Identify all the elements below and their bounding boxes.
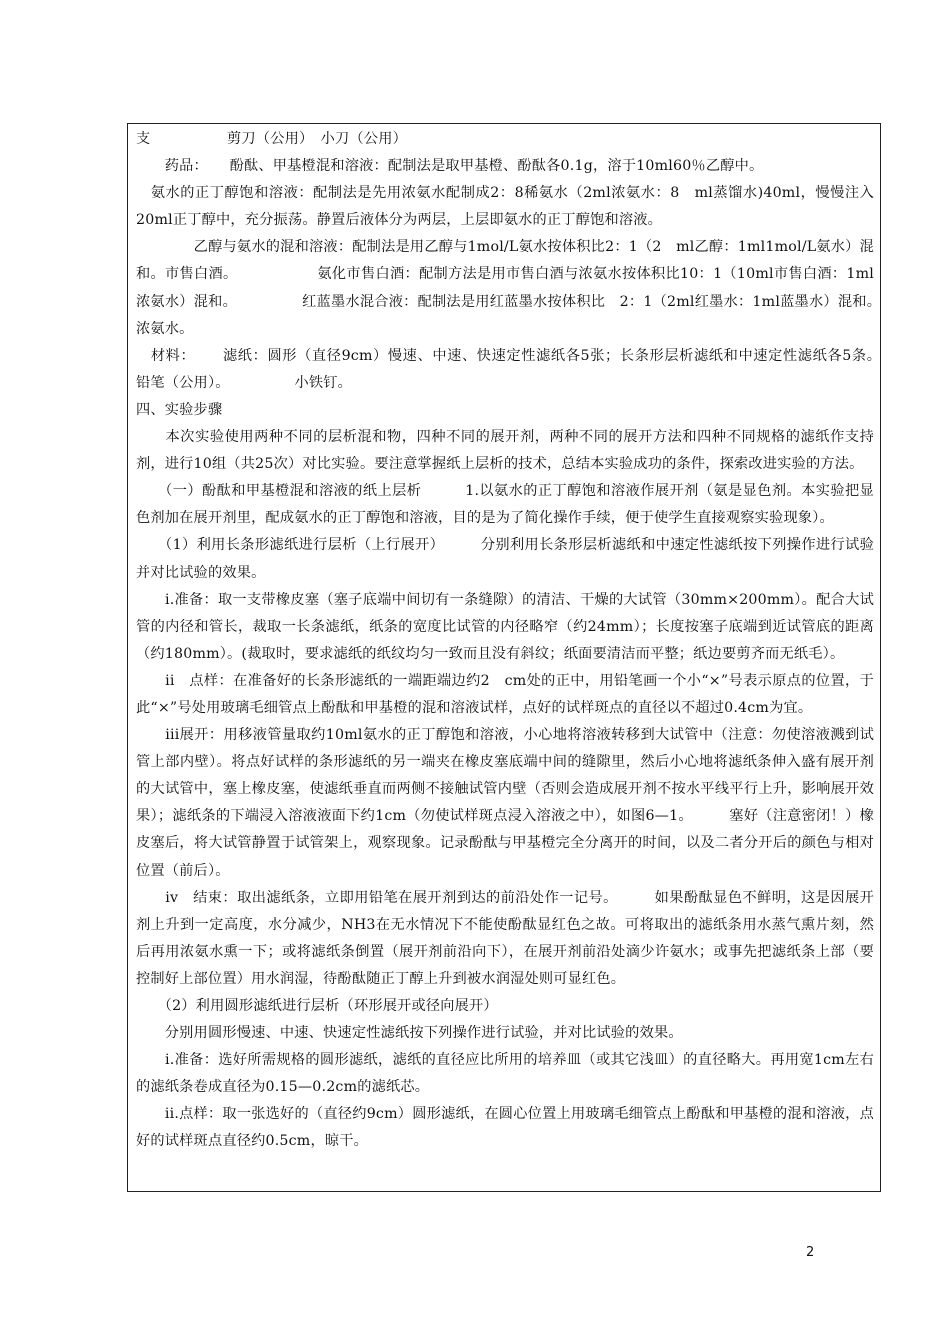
paragraph: iv 结束：取出滤纸条，立即用铅笔在展开剂到达的前沿处作一记号。 如果酚酞显色不鲜明，这是因展开剂上升到一定高度，水分减少，NH3在无水情况下不能使酚酞显红色之故。可将取出的滤纸条用水蒸气熏片刻，然后再用浓氨水熏一下；或将滤纸条倒置（展开剂前沿向下），在展开剂前沿处滴少许氨水；或事先把滤纸条上部（要控制好上部位置）用水润湿，待酚酞随正丁醇上升到被水润湿处则可显红色。 bbox=[136, 889, 874, 987]
paragraph: （一）酚酞和甲基橙混和溶液的纸上层析 1.以氨水的正丁醇饱和溶液作展开剂（氨是显色剂。本实验把显色剂加在展开剂里，配成氨水的正丁醇饱和溶液，目的是为了简化操作手续，便于使学生直接观察实验现象）。 bbox=[136, 483, 874, 527]
paragraph: （1）利用长条形滤纸进行层析（上行展开） 分别利用长条形层析滤纸和中速定性滤纸按下列操作进行试验并对比试验的效果。 bbox=[136, 537, 874, 581]
paragraph: 支 剪刀（公用） 小刀（公用） bbox=[136, 131, 407, 147]
subheading: （2）利用圆形滤纸进行层析（环形展开或径向展开） bbox=[136, 998, 498, 1014]
paragraph: ii 点样：在准备好的长条形滤纸的一端距端边约2 cm处的正中，用铅笔画一个小“×”号表示原点的位置，于此“×”号处用玻璃毛细管点上酚酞和甲基橙的混和溶液试样，点好的试样斑点的直径以不超过0.4cm为宜。 bbox=[136, 672, 874, 716]
paragraph: 乙醇与氨水的混和溶液：配制法是用乙醇与1mol/L氨水按体积比2：1（2 ml乙醇：1ml1mol/L氨水）混和。市售白酒。 氨化市售白酒：配制方法是用市售白酒与浓氨水按体积比10：1（10ml市售白酒：1ml浓氨水）混和。 红蓝墨水混合液：配制法是用红蓝墨水按体积比 2：1（2ml红墨水：1ml蓝墨水）混和。 浓氨水。 bbox=[136, 239, 918, 337]
paragraph: 氨水的正丁醇饱和溶液：配制法是先用浓氨水配制成2：8稀氨水（2ml浓氨水：8 ml蒸馏水)40ml，慢慢注入20ml正丁醇中，充分振荡。静置后液体分为两层，上层即氨水的正丁醇饱和溶液。 bbox=[136, 185, 874, 229]
paragraph: i.准备：取一支带橡皮塞（塞子底端中间切有一条缝隙）的清洁、干燥的大试管（30mm×200mm）。配合大试管的内径和管长，裁取一长条滤纸，纸条的宽度比试管的内径略窄（约24mm）；长度按塞子底端到近试管底的距离（约180mm）。(裁取时，要求滤纸的纸纹均匀一致而且没有斜纹；纸面要清洁而平整；纸边要剪齐而无纸毛）。 bbox=[136, 591, 874, 662]
page-number: 2 bbox=[806, 1245, 815, 1260]
paragraph: 材料： 滤纸：圆形（直径9cm）慢速、中速、快速定性滤纸各5张；长条形层析滤纸和中速定性滤纸各5条。 铅笔（公用）。 小铁钉。 bbox=[136, 347, 932, 391]
paragraph: iii展开：用移液管量取约10ml氨水的正丁醇饱和溶液，小心地将溶液转移到大试管中（注意：勿使溶液溅到试管上部内壁）。将点好试样的条形滤纸的另一端夹在橡皮塞底端中间的缝隙里，然后小心地将滤纸条伸入盛有展开剂的大试管中，塞上橡皮塞，使滤纸垂直而两侧不接触试管内壁（否则会造成展开剂不按水平线平行上升，影响展开效果）；滤纸条的下端浸入溶液液面下约1cm（勿使试样斑点浸入溶液之中），如图6—1。 塞好（注意密闭！）橡皮塞后，将大试管静置于试管架上，观察现象。记录酚酞与甲基橙完全分离开的时间，以及二者分开后的颜色与相对位置（前后）。 bbox=[136, 727, 874, 879]
paragraph: 药品： 酚酞、甲基橙混和溶液：配制法是取甲基橙、酚酞各0.1g，溶于10ml60％乙醇中。 bbox=[136, 158, 764, 175]
document-body bbox=[136, 126, 932, 1156]
paragraph: i.准备：选好所需规格的圆形滤纸，滤纸的直径应比所用的培养皿（或其它浅皿）的直径略大。再用宽1cm左右的滤纸条卷成直径为0.15—0.2cm的滤纸芯。 bbox=[136, 1052, 874, 1096]
paragraph: 本次实验使用两种不同的层析混和物，四种不同的展开剂，两种不同的展开方法和四种不同规格的滤纸作支持剂，进行10组（共25次）对比实验。要注意掌握纸上层析的技术，总结本实验成功的条件，探索改进实验的方法。 bbox=[136, 429, 874, 473]
paragraph: ii.点样：取一张选好的（直径约9cm）圆形滤纸，在圆心位置上用玻璃毛细管点上酚酞和甲基橙的混和溶液，点好的试样斑点直径约0.5cm，晾干。 bbox=[136, 1106, 874, 1150]
section-heading: 四、实验步骤 bbox=[136, 401, 223, 418]
paragraph: 分别用圆形慢速、中速、快速定性滤纸按下列操作进行试验，并对比试验的效果。 bbox=[136, 1025, 683, 1042]
